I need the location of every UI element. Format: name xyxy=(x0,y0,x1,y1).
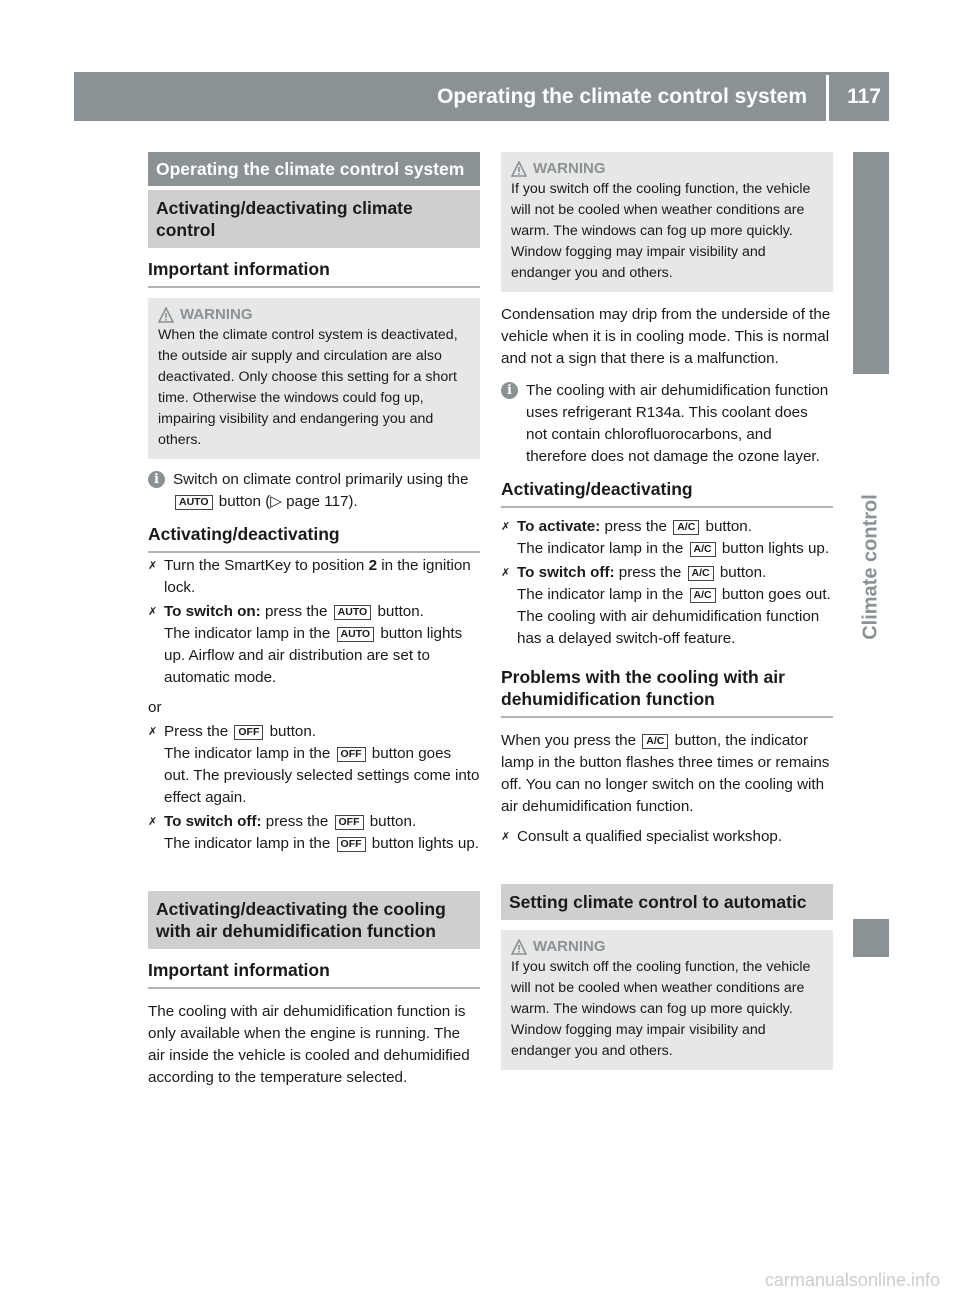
paragraph-part: When you press the xyxy=(501,732,641,749)
step-text-part: button. xyxy=(701,518,752,535)
step-text-part: press the xyxy=(261,813,333,830)
spacer xyxy=(148,855,480,891)
warning-label: WARNING xyxy=(533,160,606,177)
step-text xyxy=(164,601,480,689)
ac-button-symbol: A/C xyxy=(690,542,716,557)
paragraph: The cooling with air dehumidification function is only available when the engine is running. The air inside the vehicle is cooled and dehumidified according to the temperature selected. xyxy=(148,1003,470,1086)
warning-text: When the climate control system is deactivated, the outside air supply and circulation are also deactivated. Only choose this setting for a short time. Otherwise the windows could fog up, impairing visibility and endangering you and others. xyxy=(158,327,458,448)
off-button-symbol: OFF xyxy=(234,725,263,740)
ac-button-symbol: A/C xyxy=(642,734,668,749)
step-text-part: The indicator lamp in the xyxy=(517,540,688,557)
step-text-part: button goes out. The cooling with air dehumidification function has a delayed switch-off feature. xyxy=(517,586,831,647)
step-text xyxy=(164,811,480,855)
subheading-activating: Activating/deactivating xyxy=(148,513,480,553)
step-text-part: button. xyxy=(715,564,767,581)
warning-header xyxy=(511,158,825,179)
step-text-part: button lights up. Airflow and air distribution are set to automatic mode. xyxy=(164,625,463,686)
step-text xyxy=(164,555,480,599)
warning-header xyxy=(158,304,472,325)
step-text-part: The indicator lamp in the xyxy=(517,586,688,603)
step-text-part: press the xyxy=(600,518,672,535)
step-text xyxy=(517,562,833,650)
step-text-part: button. xyxy=(373,603,424,620)
step-item xyxy=(148,811,480,855)
warning-text: If you switch off the cooling function, the vehicle will not be cooled when weather conditions are warm. The windows can fog up more quickly. Window fogging may impair visibility and endanger you and others. xyxy=(511,181,811,281)
subheading-important-info: Important information xyxy=(148,248,480,288)
step-arrow-icon: ✗ xyxy=(148,606,158,618)
warning-box xyxy=(501,930,833,1070)
step-text-part: The indicator lamp in the xyxy=(164,625,335,642)
step-text-part: button goes out. The previously selected settings come into effect again. xyxy=(164,745,480,806)
auto-button-symbol: AUTO xyxy=(337,627,375,642)
or-text: or xyxy=(148,699,162,716)
step-lead: To activate: xyxy=(517,518,601,535)
warning-triangle-icon xyxy=(511,161,527,177)
info-icon: i xyxy=(501,382,518,399)
warning-header xyxy=(511,936,825,957)
step-text xyxy=(164,721,480,809)
step-item xyxy=(501,562,833,650)
step-text-part: in the ignition lock. xyxy=(164,557,471,596)
step-arrow-icon: ✗ xyxy=(501,831,511,843)
section-heading-climate: Activating/deactivating climate control xyxy=(148,190,480,248)
watermark: carmanualsonline.info xyxy=(764,1270,940,1290)
ac-button-symbol: A/C xyxy=(690,588,716,603)
warning-triangle-icon xyxy=(511,939,527,955)
paragraph xyxy=(501,730,833,818)
subheading-important-info-2: Important information xyxy=(148,949,480,989)
warning-label: WARNING xyxy=(180,306,253,323)
step-lead: To switch on: xyxy=(164,603,261,620)
step-item xyxy=(148,601,480,689)
spacer xyxy=(501,848,833,884)
step-text: Consult a qualified specialist workshop. xyxy=(517,828,783,845)
info-text-part: Switch on climate control primarily using the xyxy=(173,471,469,488)
header-title: Operating the climate control system xyxy=(437,85,807,108)
step-lead: To switch off: xyxy=(517,564,615,581)
page-number: 117 xyxy=(847,85,881,108)
header-divider xyxy=(826,75,829,121)
step-text-bold: 2 xyxy=(368,557,378,574)
side-tab-block xyxy=(853,152,889,374)
info-text xyxy=(173,469,480,513)
ac-button-symbol: A/C xyxy=(688,566,714,581)
step-text-part: The indicator lamp in the xyxy=(164,835,335,852)
warning-label: WARNING xyxy=(533,938,606,955)
info-text-part: button (▷ page 117). xyxy=(214,493,358,510)
paragraph: Condensation may drip from the underside of the vehicle when it is in cooling mode. This is normal and not a sign that there is a malfunction. xyxy=(501,306,831,367)
side-tab-marker xyxy=(853,919,889,957)
step-lead: To switch off: xyxy=(164,813,262,830)
warning-text: If you switch off the cooling function, the vehicle will not be cooled when weather conditions are warm. The windows can fog up more quickly. Window fogging may impair visibility and endanger you and others. xyxy=(511,959,811,1059)
paragraph-part: button, the indicator lamp in the button flashes three times or remains off. You can no longer switch on the cooling with air dehumidification function. xyxy=(501,732,830,815)
ac-button-symbol: A/C xyxy=(673,520,699,535)
step-arrow-icon: ✗ xyxy=(148,726,158,738)
info-note xyxy=(148,469,480,513)
off-button-symbol: OFF xyxy=(335,815,364,830)
subheading-activating-2: Activating/deactivating xyxy=(501,468,833,508)
step-text-part: The indicator lamp in the xyxy=(164,745,335,762)
step-arrow-icon: ✗ xyxy=(501,567,511,579)
side-tab xyxy=(853,472,889,662)
step-text-part: button lights up. xyxy=(367,835,479,852)
side-tab-label: Climate control xyxy=(859,494,882,640)
left-column xyxy=(148,152,480,1089)
step-text-part: Turn the SmartKey to position xyxy=(164,557,369,574)
warning-triangle-icon xyxy=(158,307,174,323)
step-item xyxy=(148,555,480,599)
step-arrow-icon: ✗ xyxy=(148,560,158,572)
warning-box xyxy=(501,152,833,292)
step-item xyxy=(501,516,833,560)
section-heading-cooling: Activating/deactivating the cooling with air dehumidification function xyxy=(148,891,480,949)
section-heading-automatic: Setting climate control to automatic xyxy=(501,884,833,920)
off-button-symbol: OFF xyxy=(337,837,366,852)
off-button-symbol: OFF xyxy=(337,747,366,762)
step-text-part: press the xyxy=(260,603,332,620)
info-text: The cooling with air dehumidification function uses refrigerant R134a. This coolant does not contain chlorofluorocarbons, and therefore does not damage the ozone layer. xyxy=(526,382,829,465)
warning-box xyxy=(148,298,480,459)
auto-button-symbol: AUTO xyxy=(334,605,372,620)
step-item xyxy=(501,826,833,848)
subheading-problems: Problems with the cooling with air dehumidification function xyxy=(501,656,833,718)
step-text xyxy=(517,516,833,560)
step-text-part: button lights up. xyxy=(717,540,830,557)
step-text-part: press the xyxy=(614,564,686,581)
info-note xyxy=(501,380,833,468)
step-arrow-icon: ✗ xyxy=(501,521,511,533)
step-text-part: button. xyxy=(365,813,417,830)
step-item xyxy=(148,721,480,809)
section-title: Operating the climate control system xyxy=(148,152,480,186)
step-text-part: Press the xyxy=(164,723,233,740)
step-text-part: button. xyxy=(265,723,317,740)
auto-button-symbol: AUTO xyxy=(175,495,213,510)
page-header xyxy=(74,72,889,121)
step-arrow-icon: ✗ xyxy=(148,816,158,828)
info-icon: i xyxy=(148,471,165,488)
right-column xyxy=(501,152,833,1070)
